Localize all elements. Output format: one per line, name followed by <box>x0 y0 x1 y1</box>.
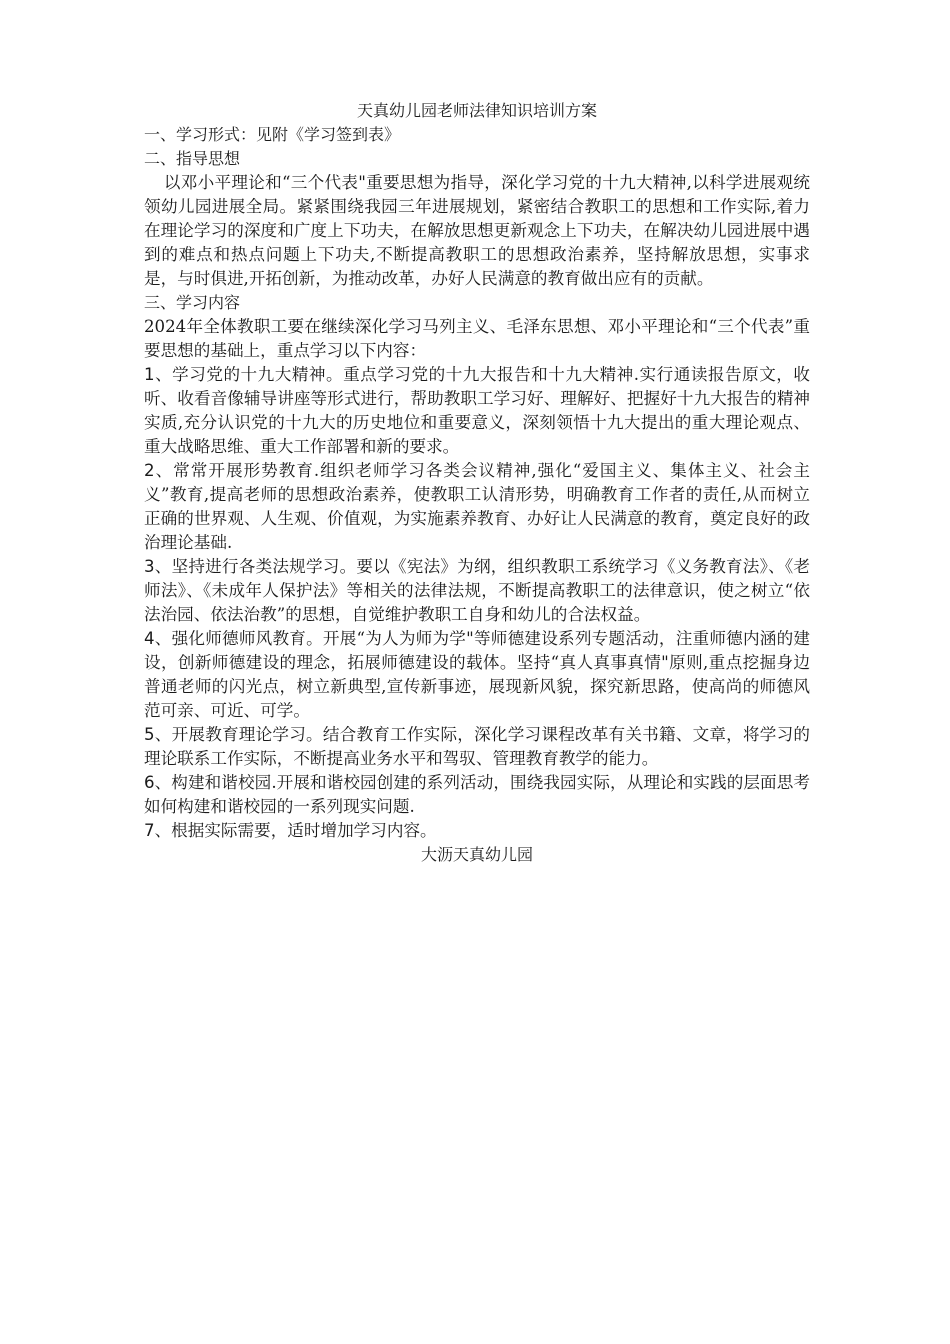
list-item-text: 、学习党的十九大精神。重点学习党的十九大报告和十九大精神.实行通读报告原文，收听、收看音像辅导讲座等形式进行，帮助教职工学习好、理解好、把握好十九大报告的精神实质,充分认识党的十九大的历史地位和重要意义，深刻领悟十九大提出的重大理论观点、重大战略思维、重大工作部署和新的要求。 <box>144 365 810 456</box>
list-item-text: 、坚持进行各类法规学习。要以《宪法》为纲，组织教职工系统学习《义务教育法》、《老师法》、《未成年人保护法》等相关的法律法规，不断提高教职工的法律意识，使之树立“依法治园、依法治教”的思想，自觉维护教职工自身和幼儿的合法权益。 <box>144 557 810 624</box>
list-item-text: 、常常开展形势教育.组织老师学习各类会议精神,强化“爱国主义、集体主义、社会主义”教育,提高老师的思想政治素养，使教职工认清形势，明确教育工作者的责任,从而树立正确的世界观、人生观、价值观，为实施素养教育、办好让人民满意的教育，奠定良好的政治理论基础. <box>144 461 810 552</box>
section-learning-content-heading: 三、学习内容 <box>144 293 241 312</box>
list-item-text: 、强化师德师风教育。开展“为人为师为学"等师德建设系列专题活动，注重师德内涵的建设，创新师德建设的理念，拓展师德建设的载体。坚持“真人真事真情"原则,重点挖掘身边普通老师的闪光点，树立新典型,宣传新事迹，展现新风貌，探究新思路，使高尚的师德风范可亲、可近、可学。 <box>144 629 810 720</box>
list-item-text: 、开展教育理论学习。结合教育工作实际，深化学习课程改革有关书籍、文章，将学习的理论联系工作实际，不断提高业务水平和驾驭、管理教育教学的能力。 <box>144 725 810 768</box>
document-body <box>144 99 810 867</box>
list-item-number: 4 <box>144 629 155 648</box>
list-item <box>144 723 810 771</box>
list-item <box>144 363 810 459</box>
section-learning-content-intro: 2024年全体教职工要在继续深化学习马列主义、毛泽东思想、邓小平理论和“三个代表”重要思想的基础上，重点学习以下内容： <box>144 317 810 360</box>
section-guiding-thought-text: 以邓小平理论和“三个代表"重要思想为指导，深化学习党的十九大精神,以科学进展观统领幼儿园进展全局。紧紧围绕我园三年进展规划，紧密结合教职工的思想和工作实际,着力在理论学习的深度和广度上下功夫，在解放思想更新观念上下功夫，在解决幼儿园进展中遇到的难点和热点问题上下功夫,不断提高教职工的思想政治素养，坚持解放思想，实事求是，与时俱进,开拓创新，为推动改革，办好人民满意的教育做出应有的贡献。 <box>144 173 810 288</box>
list-item-number: 1 <box>144 365 155 384</box>
list-item-number: 5 <box>144 725 155 744</box>
document-title: 天真幼儿园老师法律知识培训方案 <box>356 101 597 120</box>
list-item <box>144 555 810 627</box>
list-item <box>144 627 810 723</box>
section-learning-form: 一、学习形式：见附《学习签到表》 <box>144 125 401 144</box>
document-signature: 大沥天真幼儿园 <box>420 845 533 864</box>
list-item-text: 、构建和谐校园.开展和谐校园创建的系列活动，围绕我园实际，从理论和实践的层面思考如何构建和谐校园的一系列现实问题. <box>144 773 810 816</box>
section-guiding-thought-heading: 二、指导思想 <box>144 149 241 168</box>
list-item-number: 6 <box>144 773 155 792</box>
list-item <box>144 459 810 555</box>
list-item <box>144 771 810 819</box>
list-item-number: 2 <box>144 461 155 480</box>
list-item-number: 7 <box>144 821 155 840</box>
list-item-text: 、根据实际需要，适时增加学习内容。 <box>154 821 437 840</box>
list-item <box>144 819 810 843</box>
list-item-number: 3 <box>144 557 155 576</box>
